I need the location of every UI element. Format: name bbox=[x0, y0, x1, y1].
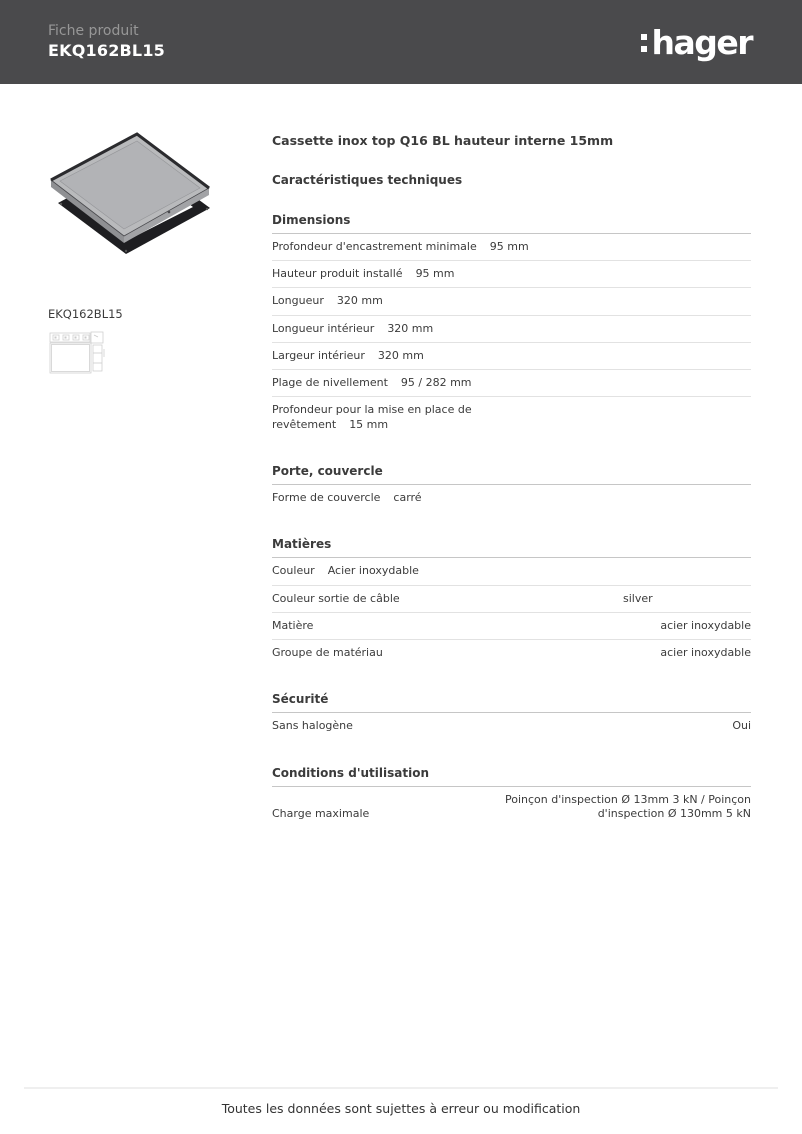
spec-value: 15 mm bbox=[349, 417, 389, 431]
spec-value: Acier inoxydable bbox=[327, 564, 419, 578]
product-image bbox=[48, 128, 216, 262]
spec-row bbox=[272, 485, 751, 511]
spec-row bbox=[272, 316, 751, 343]
spec-value: acier inoxydable bbox=[660, 618, 751, 632]
header-titles bbox=[48, 23, 165, 61]
spec-value: Oui bbox=[732, 719, 751, 733]
spec-value: silver bbox=[623, 591, 653, 605]
page-header bbox=[0, 0, 802, 84]
spec-label: Longueur intérieur bbox=[272, 321, 375, 335]
spec-label: Largeur intérieur bbox=[272, 348, 365, 362]
section-title: Conditions d'utilisation bbox=[272, 766, 751, 787]
product-title: Cassette inox top Q16 BL hauteur interne 15mm bbox=[272, 133, 614, 148]
spec-label: Profondeur pour la mise en place de revêtement bbox=[272, 403, 472, 431]
spec-value: 95 / 282 mm bbox=[400, 376, 472, 390]
section-title: Sécurité bbox=[272, 692, 751, 713]
spec-label: Couleur bbox=[272, 564, 315, 578]
spec-row bbox=[272, 234, 751, 261]
dimension-drawing bbox=[48, 329, 106, 375]
spec-label: Groupe de matériau bbox=[272, 646, 383, 660]
spec-section bbox=[272, 213, 751, 438]
spec-label: Hauteur produit installé bbox=[272, 266, 403, 280]
product-media-column bbox=[48, 128, 272, 827]
spec-row bbox=[272, 787, 751, 828]
spec-row bbox=[272, 613, 751, 640]
spec-row bbox=[272, 397, 500, 438]
section-title: Porte, couvercle bbox=[272, 464, 751, 485]
hager-logo bbox=[641, 22, 752, 62]
doc-type-label: Fiche produit bbox=[48, 23, 139, 40]
spec-row bbox=[272, 343, 751, 370]
spec-value: 95 mm bbox=[489, 239, 529, 253]
section-title: Matières bbox=[272, 537, 751, 558]
spec-label: Couleur sortie de câble bbox=[272, 591, 400, 605]
tech-characteristics-heading: Caractéristiques techniques bbox=[272, 172, 463, 187]
spec-label: Plage de nivellement bbox=[272, 376, 388, 390]
spec-label: Sans halogène bbox=[272, 719, 353, 733]
spec-row bbox=[272, 261, 751, 288]
spec-label: Matière bbox=[272, 618, 314, 632]
spec-row bbox=[272, 558, 751, 585]
spec-row bbox=[272, 288, 751, 315]
spec-section bbox=[272, 464, 751, 511]
product-code-label: EKQ162BL15 bbox=[48, 307, 123, 321]
spec-column bbox=[272, 128, 751, 827]
spec-label: Profondeur d'encastrement minimale bbox=[272, 239, 477, 253]
spec-value: 320 mm bbox=[377, 348, 424, 362]
main-content bbox=[0, 84, 802, 827]
spec-value: 95 mm bbox=[415, 266, 455, 280]
header-product-code: EKQ162BL15 bbox=[48, 40, 165, 60]
spec-label: Forme de couvercle bbox=[272, 491, 381, 504]
footer-disclaimer: Toutes les données sont sujettes à erreur ou modification bbox=[221, 1101, 581, 1116]
spec-value: carré bbox=[393, 491, 422, 504]
spec-row bbox=[272, 586, 751, 613]
spec-value: 320 mm bbox=[387, 321, 434, 335]
hager-logo-colon-icon bbox=[641, 34, 647, 52]
spec-value: Poinçon d'inspection Ø 13mm 3 kN / Poinçon d'inspection Ø 130mm 5 kN bbox=[505, 792, 751, 821]
spec-row bbox=[272, 370, 751, 397]
spec-label: Charge maximale bbox=[272, 807, 370, 821]
spec-section bbox=[272, 537, 751, 666]
spec-row bbox=[272, 640, 751, 666]
hager-logo-text: hager bbox=[651, 22, 752, 62]
spec-section bbox=[272, 766, 751, 828]
spec-label: Longueur bbox=[272, 294, 324, 308]
spec-sections bbox=[272, 213, 751, 828]
section-title: Dimensions bbox=[272, 213, 751, 234]
spec-value: acier inoxydable bbox=[660, 646, 751, 660]
spec-section bbox=[272, 692, 751, 739]
footer-divider bbox=[24, 1087, 778, 1089]
spec-row bbox=[272, 713, 751, 739]
spec-value: 320 mm bbox=[336, 294, 383, 308]
